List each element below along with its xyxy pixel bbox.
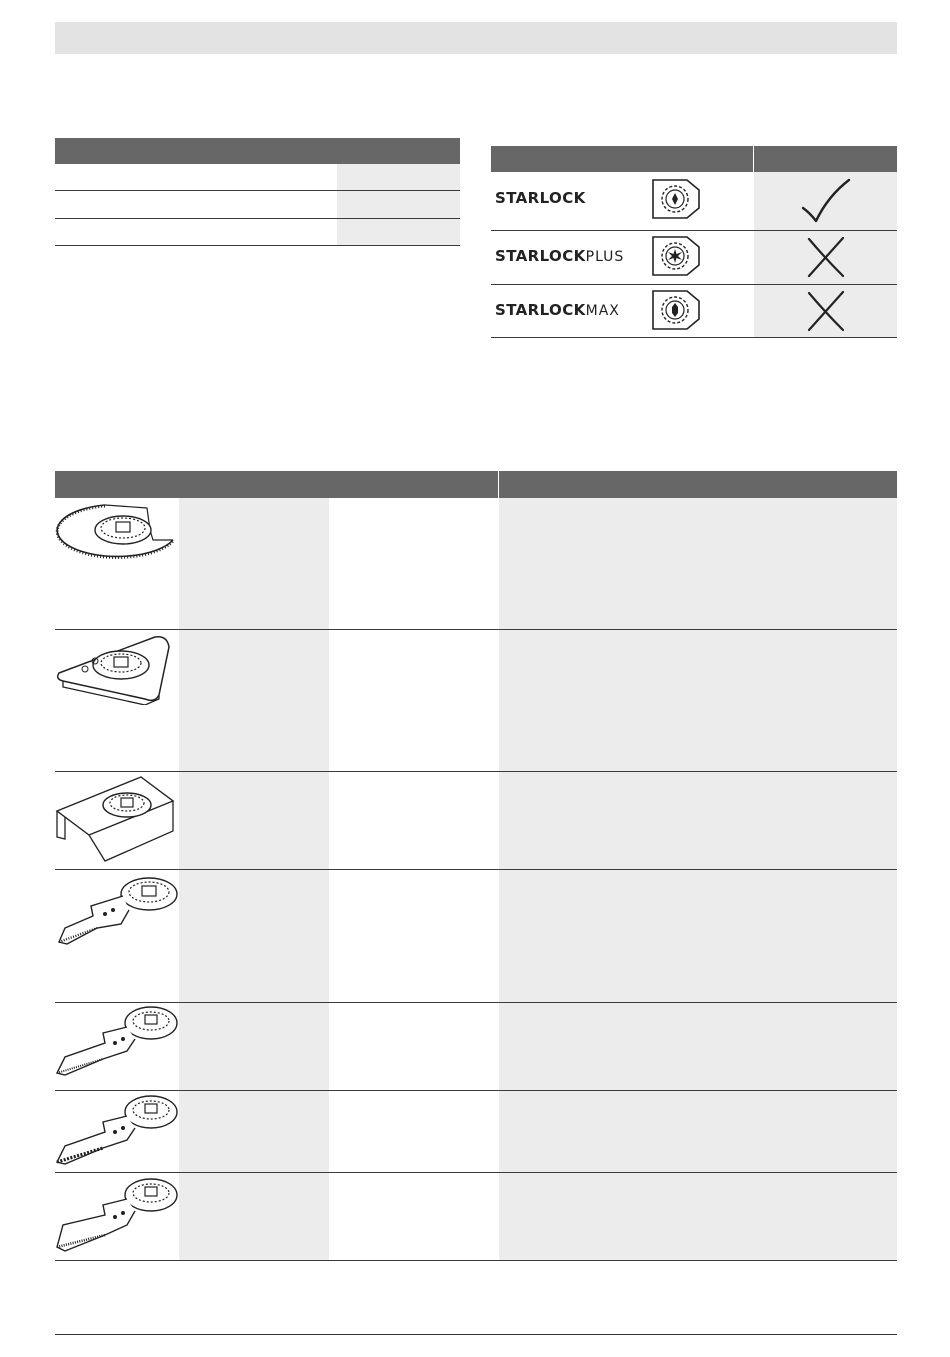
check-icon (800, 178, 852, 224)
accessory-row-divider (55, 1260, 897, 1261)
brand-name: STARLOCK (495, 189, 586, 207)
delta-sanding-plate-icon (55, 633, 177, 705)
compat-row-divider (491, 230, 897, 231)
starlock-max-mount-icon (651, 289, 701, 331)
accessory-name-column (179, 498, 329, 1260)
brand-suffix: PLUS (585, 249, 625, 265)
spec-table-row-divider (55, 190, 460, 191)
starlock-logo (495, 189, 586, 207)
compat-row-divider (491, 337, 897, 338)
brand-name: STARLOCK (495, 247, 586, 265)
starlock-plus-logo (495, 247, 624, 265)
footer-rule (55, 1334, 897, 1335)
plunge-cut-blade-coarse-icon (55, 1092, 180, 1168)
compat-table-header (491, 146, 897, 172)
compat-header-divider (753, 146, 754, 172)
starlock-plus-mount-icon (651, 235, 701, 277)
spec-table-header (55, 138, 460, 164)
plunge-cut-blade-metal-icon (55, 1003, 180, 1079)
compat-row-divider (491, 284, 897, 285)
brand-name: STARLOCK (495, 301, 586, 319)
accessory-row-divider (55, 869, 897, 870)
accessory-row-divider (55, 1002, 897, 1003)
plunge-cut-blade-wood-icon (55, 872, 180, 948)
spec-table-value-cell (337, 164, 460, 245)
accessory-table-header (55, 471, 897, 498)
cross-icon (805, 236, 847, 278)
accessory-header-divider (498, 471, 499, 498)
accessory-row-divider (55, 1090, 897, 1091)
accessory-row-divider (55, 1172, 897, 1173)
cross-icon (805, 290, 847, 332)
scraper-blade-icon (55, 775, 177, 867)
segment-saw-blade-icon (55, 500, 177, 570)
accessory-row-divider (55, 629, 897, 630)
page-header-bar (55, 22, 897, 54)
plunge-cut-blade-wide-icon (55, 1175, 180, 1255)
starlock-max-logo (495, 301, 620, 319)
accessory-application-column (499, 498, 897, 1260)
spec-table-row-divider (55, 245, 460, 246)
spec-table-row-divider (55, 218, 460, 219)
accessory-row-divider (55, 771, 897, 772)
brand-suffix: MAX (585, 303, 620, 319)
starlock-mount-icon (651, 178, 701, 220)
